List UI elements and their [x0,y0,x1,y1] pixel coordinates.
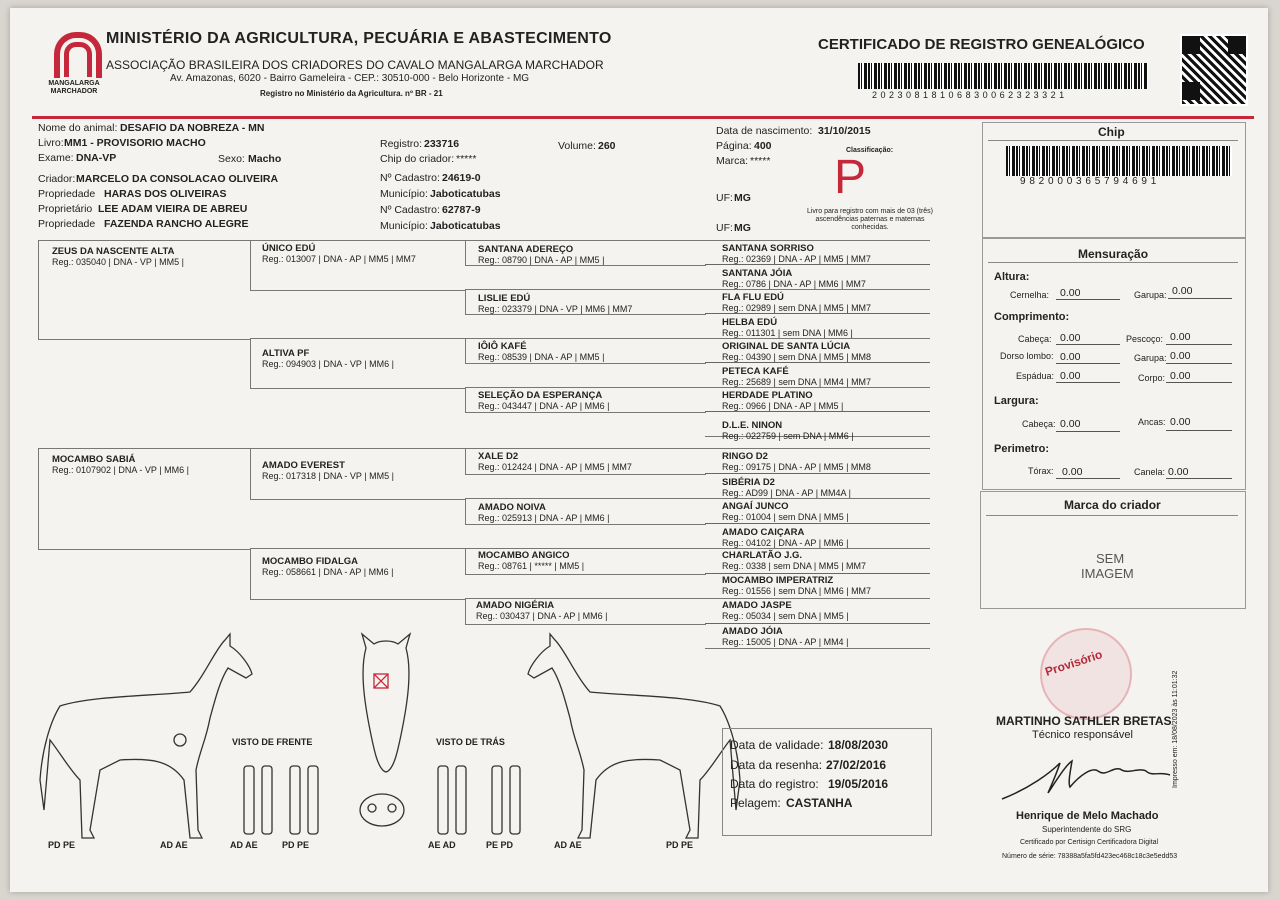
ancas-label: Ancas: [1138,417,1166,427]
municipio2-value: Jaboticatubas [430,220,501,232]
chip-criador-label: Chip do criador: [380,153,455,165]
nascimento-label: Data de nascimento: [716,125,813,137]
leg-label-ad-ae: AD AE [160,840,188,850]
torax-label: Tórax: [1028,466,1054,476]
cadastro2-label: Nº Cadastro: [380,204,440,216]
pedigree-g4-item: HERDADE PLATINO Reg.: 0966 | DNA - AP | MM5 | [722,390,844,411]
tech-name: MARTINHO SATHLER BRETAS [996,714,1172,728]
classificacao-description: Livro para registro com mais de 03 (três) ascendências paternas e maternas conhecidas. [806,208,934,231]
pagina-label: Página: [716,140,752,152]
marca-criador-title: Marca do criador [1064,498,1161,512]
proprietario-value: LEE ADAM VIEIRA DE ABREU [98,203,248,215]
horse-muzzle-icon [360,794,404,826]
chip-criador-value: ***** [456,153,477,165]
ministry-registry: Registro no Ministério da Agricultura. nº BR - 21 [260,89,443,98]
nascimento-value: 31/10/2015 [818,125,871,137]
pedigree-g3-item: LISLIE EDÚ Reg.: 023379 | DNA - VP | MM6 | MM7 [478,293,633,314]
horse-left-side-icon [40,634,252,838]
uf2-label: UF: [716,222,733,234]
propriedade2-label: Propriedade [38,218,96,230]
cabeca1-value: 0.00 [1060,332,1081,344]
pedigree-g4-item: SANTANA SORRISO Reg.: 02369 | DNA - AP | MM5 | MM7 [722,243,871,264]
leg-label-ad-ae: AD AE [554,840,582,850]
pagina-value: 400 [754,140,772,152]
pelagem-value: CASTANHA [786,796,853,810]
name-label: Nome do animal: [38,122,118,134]
sexo-value: Macho [248,153,282,165]
horse-diagrams [30,630,750,860]
perimetro-heading: Perimetro: [994,443,1050,455]
espadua-value: 0.00 [1060,370,1081,382]
corpo-value: 0.00 [1170,370,1191,382]
animal-name: DESAFIO DA NOBREZA - MN [120,122,265,134]
leg-label-pd-pe: PD PE [666,840,694,850]
sexo-label: Sexo: [218,153,245,165]
canela-label: Canela: [1134,467,1166,477]
criador-label: Criador: [38,173,76,185]
pedigree-g4-item: RINGO D2 Reg.: 09175 | DNA - AP | MM5 | MM8 [722,451,871,472]
exame-label: Exame: [38,152,74,164]
sem-imagem-2: IMAGEM [1081,566,1134,581]
pedigree-g3-item: SANTANA ADEREÇO Reg.: 08790 | DNA - AP | MM5 | [478,244,605,265]
garupa2-label: Garupa: [1134,353,1167,363]
pedigree-g3-item: SELEÇÃO DA ESPERANÇA Reg.: 043447 | DNA - AP | MM6 | [478,390,610,411]
marca-label: Marca: [716,155,749,167]
espadua-label: Espádua: [1016,371,1055,381]
municipio1-value: Jaboticatubas [430,188,501,200]
registro-date-value: 19/05/2016 [828,777,889,791]
pedigree-g4-item: HELBA EDÚ Reg.: 011301 | sem DNA | MM6 | [722,317,853,338]
pedigree-g4-item: FLA FLU EDÚ Reg.: 02989 | sem DNA | MM5 | MM7 [722,292,872,313]
validade-label: Data de validade: [730,738,824,752]
pedigree-g4-item: D.L.E. NINON Reg.: 022759 | sem DNA | MM6 | [722,420,854,441]
certificate-sheet [10,8,1268,892]
tech-role: Técnico responsável [1032,729,1133,741]
proprietario-label: Proprietário [38,203,93,215]
leg-label-ae-ad: AE AD [428,840,456,850]
cadastro1-label: Nº Cadastro: [380,172,440,184]
classificacao-letter: P [834,151,867,204]
dorso-value: 0.00 [1060,351,1081,363]
uf1-label: UF: [716,192,733,204]
leg-label-pe-pd: PE PD [486,840,514,850]
pedigree-g4-item: CHARLATÃO J.G. Reg.: 0338 | sem DNA | MM5 | MM7 [722,550,867,571]
pedigree-g4-item: ANGAÍ JUNCO Reg.: 01004 | sem DNA | MM5 | [722,501,849,522]
pescoco-label: Pescoço: [1126,334,1164,344]
pedigree-g4-item: SIBÉRIA D2 Reg.: AD99 | DNA - AP | MM4A | [722,477,851,498]
association-address: Av. Amazonas, 6020 - Bairro Gameleira - CEP.: 30510-000 - Belo Horizonte - MG [170,73,530,84]
cadastro2-value: 62787-9 [442,204,481,216]
classificacao-label: Classificação: [846,147,894,154]
visto-tras-label: VISTO DE TRÁS [436,737,505,747]
validade-value: 18/08/2030 [828,738,889,752]
pedigree-g1-dam: MOCAMBO SABIÁ Reg.: 0107902 | DNA - VP | MM6 | [52,454,189,475]
corpo-label: Corpo: [1138,373,1166,383]
chip-number: 9 8 2 0 0 0 3 6 5 7 9 4 6 9 1 [1020,176,1157,187]
uf1-value: MG [734,192,751,204]
cabeca1-label: Cabeça: [1018,334,1052,344]
propriedade2-value: FAZENDA RANCHO ALEGRE [104,218,249,230]
canela-value: 0.00 [1168,466,1189,478]
comprimento-heading: Comprimento: [994,311,1070,323]
pedigree-g2-item: ALTIVA PF Reg.: 094903 | DNA - VP | MM6 | [262,348,394,369]
marca-value: ***** [750,155,771,167]
superintendent-role: Superintendente do SRG [1042,825,1132,834]
registro-value: 233716 [424,138,460,150]
garupa2-value: 0.00 [1170,350,1191,362]
certificate-title: CERTIFICADO DE REGISTRO GENEALÓGICO [818,36,1145,53]
largura-heading: Largura: [994,395,1039,407]
registro-date-label: Data do registro: [730,777,819,791]
pedigree-g4-item: ORIGINAL DE SANTA LÚCIA Reg.: 04390 | sem DNA | MM5 | MM8 [722,341,872,362]
barcode-number: 2 0 2 3 0 8 1 8 1 0 6 8 3 0 0 6 2 3 2 3 3 2 1 [872,90,1065,100]
leg-label-pd-pe: PD PE [48,840,76,850]
sem-imagem-1: SEM [1096,551,1125,566]
pedigree-g3-item: IÔIÔ KAFÉ Reg.: 08539 | DNA - AP | MM5 | [478,341,605,362]
garupa1-value: 0.00 [1172,285,1193,297]
pedigree-g4-item: MOCAMBO IMPERATRIZ Reg.: 01556 | sem DNA | MM6 | MM7 [722,575,872,596]
criador-value: MARCELO DA CONSOLACAO OLIVEIRA [76,173,279,185]
cadastro1-value: 24619-0 [442,172,481,184]
pescoco-value: 0.00 [1170,331,1191,343]
pedigree-g4-item: AMADO CAIÇARA Reg.: 04102 | DNA - AP | MM6 | [722,527,849,548]
pedigree-g4-item: AMADO JÓIA Reg.: 15005 | DNA - AP | MM4 | [722,626,849,647]
cabeca2-value: 0.00 [1060,418,1081,430]
cernelha-value: 0.00 [1060,287,1081,299]
pedigree-g3-item: AMADO NOIVA Reg.: 025913 | DNA - AP | MM6 | [478,502,610,523]
pedigree-g4-item: AMADO JASPE Reg.: 05034 | sem DNA | MM5 | [722,600,849,621]
chip-barcode [1006,146,1232,176]
garupa1-label: Garupa: [1134,290,1167,300]
pedigree-g4-item: SANTANA JÓIA Reg.: 0786 | DNA - AP | MM6 | MM7 [722,268,866,289]
provisorio-text: Provisório [1043,647,1105,679]
ministry-title: MINISTÉRIO DA AGRICULTURA, PECUÁRIA E ABASTECIMENTO [106,30,612,47]
municipio1-label: Município: [380,188,428,200]
chip-title: Chip [1098,125,1125,139]
volume-label: Volume: [558,140,596,152]
mensuracao-title: Mensuração [1078,247,1149,261]
uf2-value: MG [734,222,751,234]
pedigree-g3-item: XALE D2 Reg.: 012424 | DNA - AP | MM5 | MM7 [478,451,632,472]
horse-right-side-icon [528,634,740,838]
pelagem-label: Pelagem: [730,796,781,810]
pedigree-g2-item: ÚNICO EDÚ Reg.: 013007 | DNA - AP | MM5 | MM7 [262,243,416,264]
resenha-label: Data da resenha: [730,758,823,772]
propriedade1-label: Propriedade [38,188,96,200]
printed-timestamp: Impresso em: 18/08/2023 às 11:01:32 [1172,670,1179,788]
certisign-note: Certificado por Certisign Certificadora Digital [1020,839,1159,846]
qr-code [1180,34,1248,106]
pedigree-g1-sire: ZEUS DA NASCENTE ALTA Reg.: 035040 | DNA - VP | MM5 | [52,246,184,267]
torax-value: 0.00 [1062,466,1083,478]
pedigree-g3-item: AMADO NIGÉRIA Reg.: 030437 | DNA - AP | MM6 | [476,600,608,621]
superintendent-name: Henrique de Melo Machado [1016,810,1159,822]
registro-label: Registro: [380,138,423,150]
cernelha-label: Cernelha: [1010,290,1050,300]
association-name: ASSOCIAÇÃO BRASILEIRA DOS CRIADORES DO CAVALO MANGALARGA MARCHADOR [106,58,604,72]
logo-text: MANGALARGA MARCHADOR [48,80,100,95]
dorso-label: Dorso lombo: [1000,351,1054,361]
altura-heading: Altura: [994,271,1030,283]
pedigree-g4-item: PETECA KAFÉ Reg.: 25689 | sem DNA | MM4 | MM7 [722,366,872,387]
livro-label: Livro: [38,137,64,149]
legs-rear-icon [438,766,520,834]
municipio2-label: Município: [380,220,428,232]
leg-label-ad-ae: AD AE [230,840,258,850]
exame-value: DNA-VP [76,152,117,164]
livro-value: MM1 - PROVISORIO MACHO [64,137,206,149]
resenha-value: 27/02/2016 [826,758,887,772]
pedigree-g2-item: MOCAMBO FIDALGA Reg.: 058661 | DNA - AP | MM6 | [262,556,394,577]
signature-image-icon [1000,753,1180,803]
visto-frente-label: VISTO DE FRENTE [232,737,313,747]
serial-number: Número de série: 78388a5fa5fd423ec468c18c3e5edd53 [1002,853,1178,860]
pedigree-g3-item: MOCAMBO ANGICO Reg.: 08761 | ***** | MM5 | [478,550,585,571]
legs-front-icon [244,766,318,834]
horse-head-front-icon [362,634,410,772]
cabeca2-label: Cabeça: [1022,419,1056,429]
volume-value: 260 [598,140,616,152]
ancas-value: 0.00 [1170,416,1191,428]
pedigree-g2-item: AMADO EVEREST Reg.: 017318 | DNA - VP | MM5 | [262,460,394,481]
leg-label-pd-pe: PD PE [282,840,310,850]
propriedade1-value: HARAS DOS OLIVEIRAS [104,188,227,200]
